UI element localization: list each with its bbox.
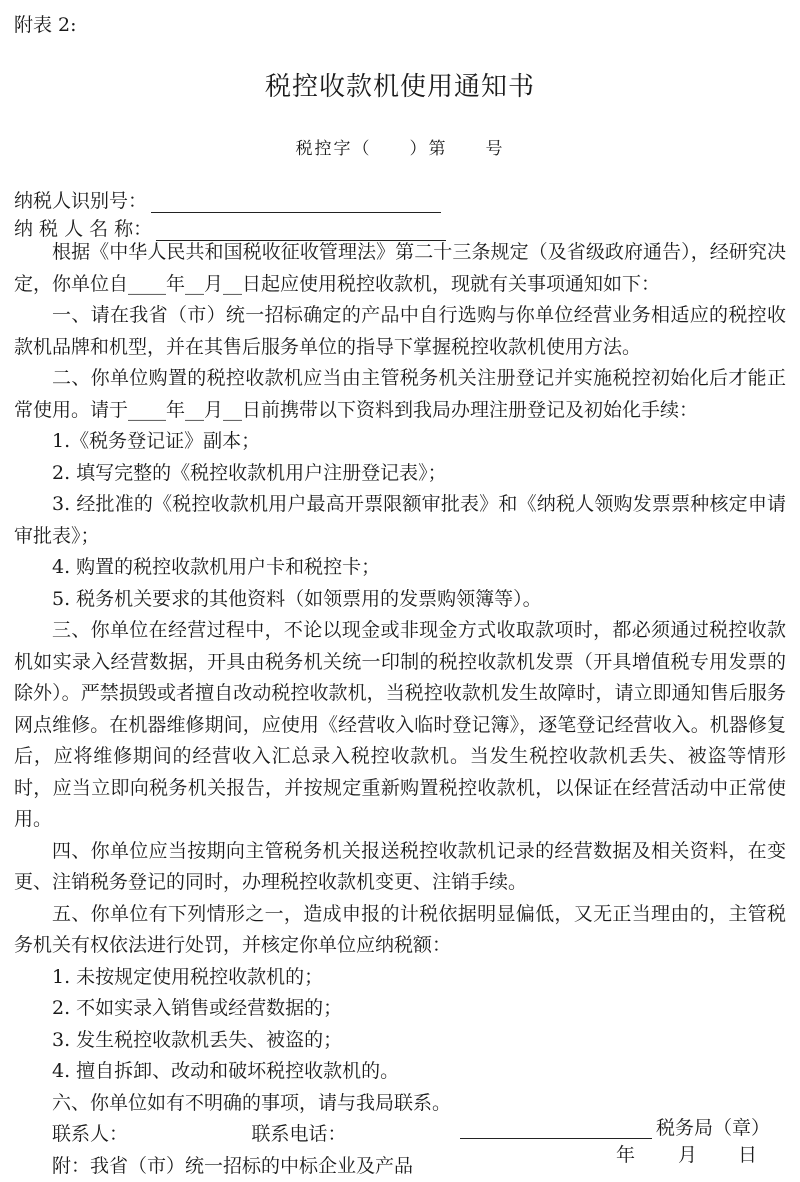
paragraph-section-6: 六、你单位如有不明确的事项，请与我局联系。 — [14, 1088, 786, 1120]
list-item: 2. 不如实录入销售或经营数据的； — [14, 993, 786, 1025]
taxpayer-id-field — [14, 186, 441, 213]
list-item: 1. 未按规定使用税控收款机的； — [14, 962, 786, 994]
taxpayer-id-label: 纳税人识别号： — [14, 190, 147, 212]
attachment-note: 附：我省（市）统一招标的中标企业及产品 — [14, 1151, 786, 1182]
list-item: 4. 擅自拆卸、改动和破坏税控收款机的。 — [14, 1056, 786, 1088]
notice-body — [14, 237, 786, 1182]
paragraph-section-5: 五、你单位有下列情形之一，造成申报的计税依据明显偏低，又无正当理由的，主管税务机关有权依法进行处罚，并核定你单位应纳税额： — [14, 899, 786, 962]
document-number: 税控字（ ）第 号 — [0, 134, 800, 159]
date-year-label: 年 — [616, 1140, 635, 1167]
paragraph-section-1: 一、请在我省（市）统一招标确定的产品中自行选购与你单位经营业务相适应的税控收款机品牌和机型，并在其售后服务单位的指导下掌握税控收款机使用方法。 — [14, 300, 786, 363]
paragraph-intro: 根据《中华人民共和国税收征收管理法》第二十三条规定（及省级政府通告），经研究决定，你单位自____年__月__日起应使用税控收款机，现就有关事项通知如下： — [14, 237, 786, 300]
bureau-seal-label: 税务局（章） — [656, 1113, 770, 1140]
list-item: 3. 发生税控收款机丢失、被盗的； — [14, 1025, 786, 1057]
signature-line — [460, 1138, 652, 1139]
list-item: 2. 填写完整的《税控收款机用户注册登记表》； — [14, 458, 786, 490]
list-item: 4. 购置的税控收款机用户卡和税控卡； — [14, 552, 786, 584]
attachment-label: 附表 2: — [14, 10, 77, 37]
list-item: 5. 税务机关要求的其他资料（如领票用的发票购领簿等）。 — [14, 584, 786, 616]
page-title: 税控收款机使用通知书 — [0, 66, 800, 103]
list-item: 3. 经批准的《税控收款机用户最高开票限额审批表》和《纳税人领购发票票种核定申请审批表》； — [14, 489, 786, 552]
paragraph-section-4: 四、你单位应当按期向主管税务机关报送税控收款机记录的经营数据及相关资料，在变更、注销税务登记的同时，办理税控收款机变更、注销手续。 — [14, 836, 786, 899]
date-month-label: 月 — [678, 1140, 697, 1167]
paragraph-section-2: 二、你单位购置的税控收款机应当由主管税务机关注册登记并实施税控初始化后才能正常使用。请于____年__月__日前携带以下资料到我局办理注册登记及初始化手续： — [14, 363, 786, 426]
taxpayer-name-label: 纳 税 人 名 称： — [14, 218, 152, 240]
list-item: 1.《税务登记证》副本； — [14, 426, 786, 458]
paragraph-section-3: 三、你单位在经营过程中，不论以现金或非现金方式收取款项时，都必须通过税控收款机如实录入经营数据，开具由税务机关统一印制的税控收款机发票（开具增值税专用发票的除外）。严禁损毁或者擅自改动税控收款机，当税控收款机发生故障时，请立即通知售后服务网点维修。在机器维修期间，应使用《经营收入临时登记簿》，逐笔登记经营收入。机器修复后，应将维修期间的经营收入汇总录入税控收款机。当发生税控收款机丢失、被盗等情形时，应当立即向税务机关报告，并按规定重新购置税控收款机，以保证在经营活动中正常使用。 — [14, 615, 786, 836]
date-day-label: 日 — [738, 1140, 757, 1167]
taxpayer-id-blank — [151, 193, 441, 213]
contact-line: 联系人： 联系电话： — [14, 1119, 786, 1151]
